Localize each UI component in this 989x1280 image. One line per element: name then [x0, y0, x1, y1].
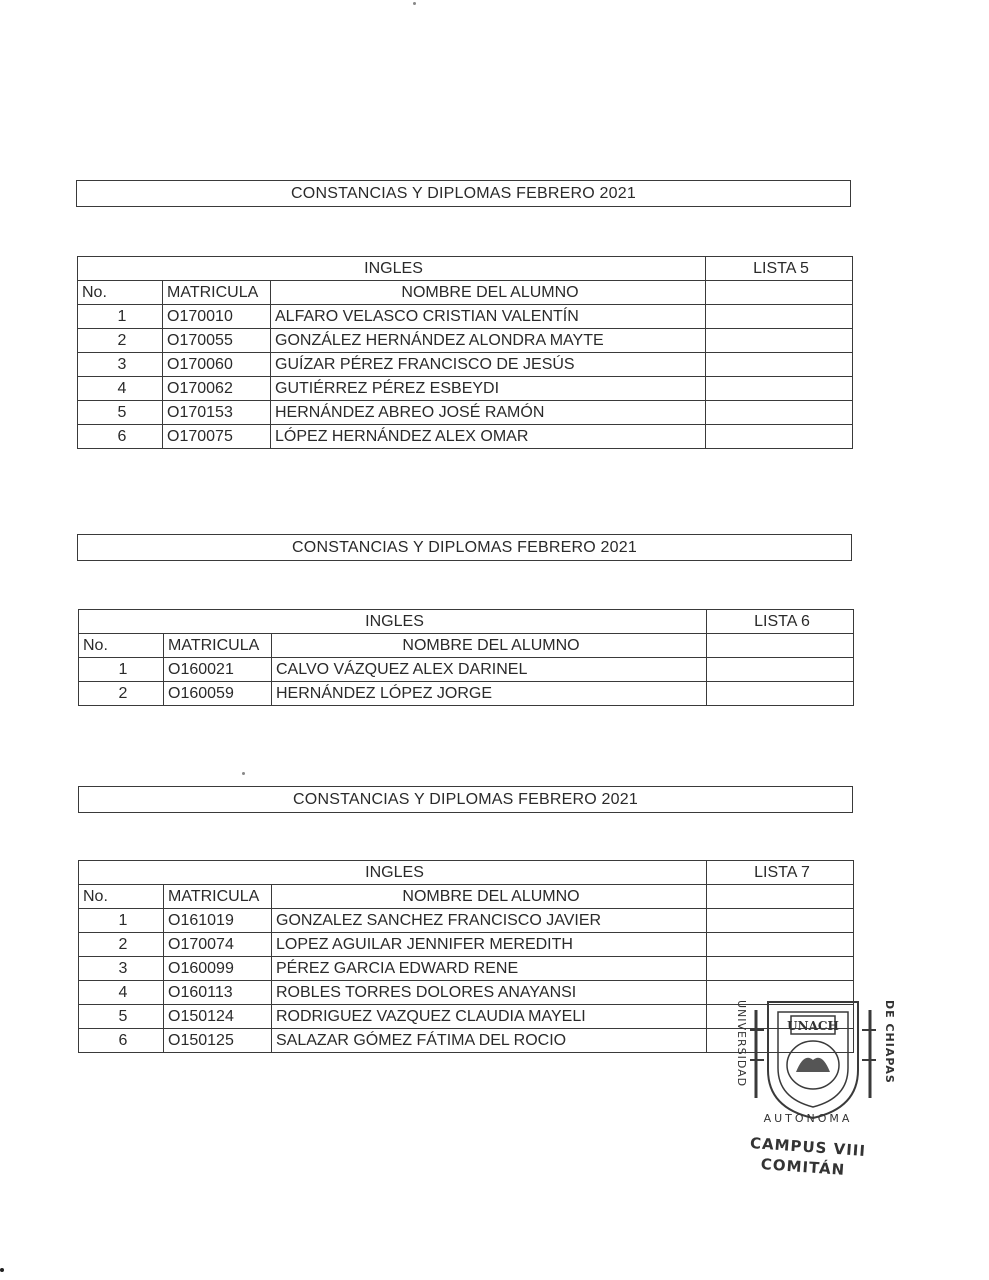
- row-nombre: HERNÁNDEZ LÓPEZ JORGE: [272, 682, 707, 706]
- row-number: 4: [79, 981, 164, 1005]
- row-number: 2: [79, 933, 164, 957]
- row-blank: [707, 658, 854, 682]
- row-blank: [706, 401, 853, 425]
- row-matricula: O170060: [163, 353, 271, 377]
- header-blank: [706, 281, 853, 305]
- list-label-cell: LISTA 7: [707, 861, 854, 885]
- row-nombre: HERNÁNDEZ ABREO JOSÉ RAMÓN: [271, 401, 706, 425]
- row-number: 4: [78, 377, 163, 401]
- row-blank: [706, 305, 853, 329]
- table-row: [78, 425, 853, 449]
- table-title-row: [78, 257, 853, 281]
- table-title-row: [79, 861, 854, 885]
- seal-campus-text: CAMPUS VIII: [749, 1133, 867, 1161]
- scan-speck: [242, 772, 245, 775]
- row-number: 5: [78, 401, 163, 425]
- row-nombre: CALVO VÁZQUEZ ALEX DARINEL: [272, 658, 707, 682]
- header-no: No.: [79, 634, 164, 658]
- header-nombre: NOMBRE DEL ALUMNO: [272, 885, 707, 909]
- row-nombre: LOPEZ AGUILAR JENNIFER MEREDITH: [272, 933, 707, 957]
- row-matricula: O170074: [164, 933, 272, 957]
- row-matricula: O161019: [164, 909, 272, 933]
- row-nombre: GUTIÉRREZ PÉREZ ESBEYDI: [271, 377, 706, 401]
- row-nombre: RODRIGUEZ VAZQUEZ CLAUDIA MAYELI: [272, 1005, 707, 1029]
- row-nombre: GONZALEZ SANCHEZ FRANCISCO JAVIER: [272, 909, 707, 933]
- table-row: [78, 353, 853, 377]
- table-header-row: [78, 281, 853, 305]
- seal-emblem-text: UNACH: [787, 1019, 839, 1033]
- list-label-cell: LISTA 6: [707, 610, 854, 634]
- table-row: [79, 682, 854, 706]
- row-nombre: PÉREZ GARCIA EDWARD RENE: [272, 957, 707, 981]
- table-row: [78, 329, 853, 353]
- row-number: 1: [78, 305, 163, 329]
- header-blank: [707, 634, 854, 658]
- row-matricula: O170055: [163, 329, 271, 353]
- row-nombre: ROBLES TORRES DOLORES ANAYANSI: [272, 981, 707, 1005]
- table-row: [78, 377, 853, 401]
- subject-cell: INGLES: [79, 861, 707, 885]
- table-lista-5: [77, 256, 853, 449]
- row-number: 3: [79, 957, 164, 981]
- subject-cell: INGLES: [78, 257, 706, 281]
- seal-city-text: COMITÁN: [760, 1155, 846, 1179]
- row-nombre: GUÍZAR PÉREZ FRANCISCO DE JESÚS: [271, 353, 706, 377]
- row-blank: [707, 957, 854, 981]
- row-number: 1: [79, 658, 164, 682]
- banner-lista-5: CONSTANCIAS Y DIPLOMAS FEBRERO 2021: [76, 180, 851, 207]
- header-no: No.: [78, 281, 163, 305]
- scan-speck: [413, 2, 416, 5]
- row-matricula: O160099: [164, 957, 272, 981]
- row-nombre: SALAZAR GÓMEZ FÁTIMA DEL ROCIO: [272, 1029, 707, 1053]
- row-matricula: O170010: [163, 305, 271, 329]
- row-blank: [707, 933, 854, 957]
- table-row: [79, 658, 854, 682]
- row-number: 5: [79, 1005, 164, 1029]
- row-number: 6: [79, 1029, 164, 1053]
- header-no: No.: [79, 885, 164, 909]
- table-title-row: [79, 610, 854, 634]
- table-row: [79, 957, 854, 981]
- row-blank: [706, 377, 853, 401]
- row-number: 6: [78, 425, 163, 449]
- row-number: 2: [79, 682, 164, 706]
- table-row: [78, 305, 853, 329]
- banner-lista-7: CONSTANCIAS Y DIPLOMAS FEBRERO 2021: [78, 786, 853, 813]
- row-blank: [706, 329, 853, 353]
- table-row: [79, 909, 854, 933]
- row-number: 3: [78, 353, 163, 377]
- row-matricula: O150125: [164, 1029, 272, 1053]
- header-matricula: MATRICULA: [164, 885, 272, 909]
- row-matricula: O160021: [164, 658, 272, 682]
- row-nombre: GONZÁLEZ HERNÁNDEZ ALONDRA MAYTE: [271, 329, 706, 353]
- table-header-row: [79, 885, 854, 909]
- banner-lista-6: CONSTANCIAS Y DIPLOMAS FEBRERO 2021: [77, 534, 852, 561]
- row-blank: [707, 909, 854, 933]
- row-matricula: O160059: [164, 682, 272, 706]
- row-blank: [707, 682, 854, 706]
- row-matricula: O170153: [163, 401, 271, 425]
- row-number: 1: [79, 909, 164, 933]
- seal-bottom-text: AUTONOMA: [763, 1112, 853, 1125]
- row-blank: [706, 353, 853, 377]
- table-header-row: [79, 634, 854, 658]
- table-row: [79, 933, 854, 957]
- row-nombre: ALFARO VELASCO CRISTIAN VALENTÍN: [271, 305, 706, 329]
- header-blank: [707, 885, 854, 909]
- row-matricula: O170075: [163, 425, 271, 449]
- unach-seal-stamp: [728, 990, 898, 1190]
- header-nombre: NOMBRE DEL ALUMNO: [271, 281, 706, 305]
- table-lista-6: [78, 609, 854, 706]
- seal-emblem-icon: [728, 990, 898, 1130]
- subject-cell: INGLES: [79, 610, 707, 634]
- table-row: [78, 401, 853, 425]
- row-matricula: O160113: [164, 981, 272, 1005]
- row-matricula: O170062: [163, 377, 271, 401]
- scan-speck: [0, 1268, 4, 1272]
- header-matricula: MATRICULA: [164, 634, 272, 658]
- list-label-cell: LISTA 5: [706, 257, 853, 281]
- row-blank: [706, 425, 853, 449]
- header-matricula: MATRICULA: [163, 281, 271, 305]
- row-number: 2: [78, 329, 163, 353]
- header-nombre: NOMBRE DEL ALUMNO: [272, 634, 707, 658]
- seal-arc-left: UNIVERSIDAD: [735, 1000, 748, 1088]
- seal-arc-right: DE CHIAPAS: [883, 1000, 896, 1084]
- row-nombre: LÓPEZ HERNÁNDEZ ALEX OMAR: [271, 425, 706, 449]
- row-matricula: O150124: [164, 1005, 272, 1029]
